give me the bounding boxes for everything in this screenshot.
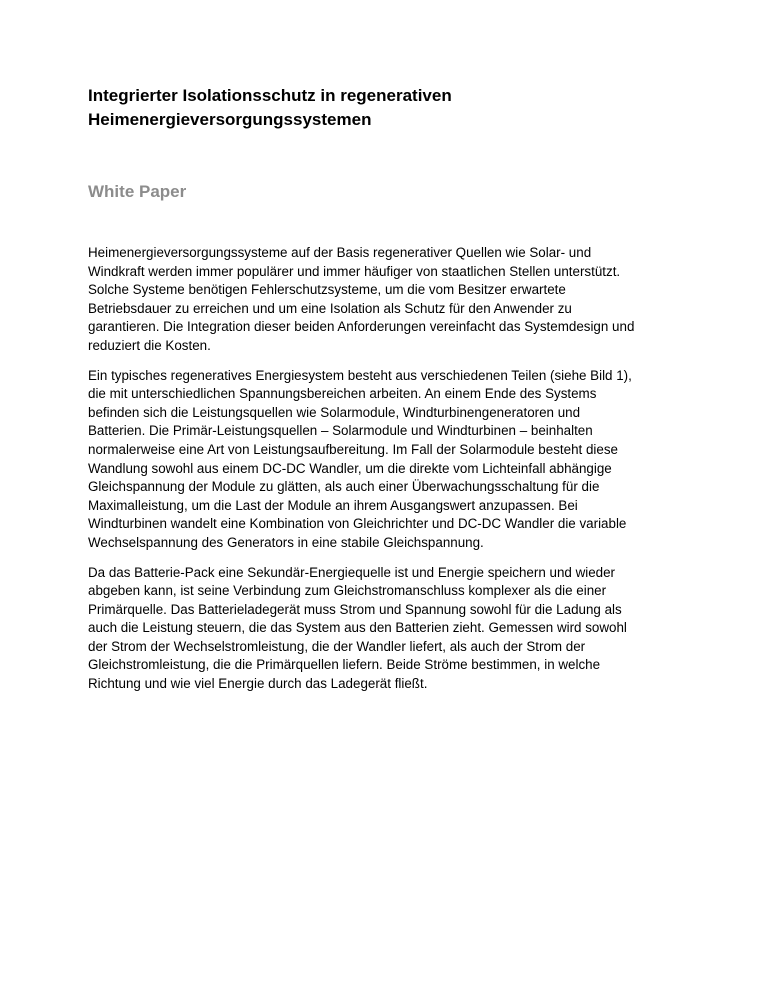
text-line: Batterien. Die Primär-Leistungsquellen – Solarmodule und Windturbinen – beinhalten	[88, 423, 593, 439]
text-line: Heimenergieversorgungssysteme auf der Basis regenerativer Quellen wie Solar- und	[88, 245, 592, 260]
text-line: Wandlung sowohl aus einem DC-DC Wandler, um die direkte vom Lichteinfall abhängige	[88, 460, 612, 476]
document-subtitle: White Paper	[88, 182, 187, 201]
document-page	[88, 84, 688, 705]
document-title	[88, 84, 688, 132]
text-line: Gleichspannung der Module zu glätten, als auch einer Überwachungsschaltung für die	[88, 479, 600, 495]
paragraph-3	[88, 564, 688, 694]
text-line: der Strom der Wechselstromleistung, die der Wandler liefert, als auch der Strom der	[88, 638, 586, 654]
text-line: auch die Leistung steuern, die das System aus den Batterien zieht. Gemessen wird sowohl	[88, 620, 627, 636]
text-line: befinden sich die Leistungsquellen wie Solarmodule, Windturbinengeneratoren und	[88, 404, 581, 420]
text-line: Wechselspannung des Generators in eine stabile Gleichspannung.	[88, 534, 484, 550]
text-line: normalerweise eine Art von Leistungsaufbereitung. Im Fall der Solarmodule besteht diese	[88, 441, 618, 457]
text-line: Maximalleistung, um die Last der Module an ihrem Ausgangswert anzupassen. Bei	[88, 497, 578, 513]
text-line: Ein typisches regeneratives Energiesystem besteht aus verschiedenen Teilen (siehe Bild 1),	[88, 367, 632, 383]
text-line: Da das Batterie-Pack eine Sekundär-Energiequelle ist und Energie speichern und wieder	[88, 564, 616, 580]
paragraph-2	[88, 367, 688, 553]
text-line: reduziert die Kosten.	[88, 337, 211, 353]
text-line: Solche Systeme benötigen Fehlerschutzsysteme, um die vom Besitzer erwartete	[88, 282, 566, 298]
text-line: Windturbinen wandelt eine Kombination von Gleichrichter und DC-DC Wandler die variable	[88, 516, 627, 532]
document-body	[88, 244, 688, 694]
text-line: Gleichstromleistung, die die Primärquellen liefern. Beide Ströme bestimmen, in welche	[88, 657, 601, 673]
text-line: Primärquelle. Das Batterieladegerät muss Strom und Spannung sowohl für die Ladung als	[88, 601, 622, 617]
text-line: Windkraft werden immer populärer und immer häufiger von staatlichen Stellen unterstützt.	[88, 263, 621, 279]
text-line: Betriebsdauer zu erreichen und um eine Isolation als Schutz für den Anwender zu	[88, 300, 572, 316]
paragraph-1	[88, 244, 688, 356]
text-line: die mit unterschiedlichen Spannungsbereichen arbeiten. An einem Ende des Systems	[88, 386, 597, 402]
text-line: garantieren. Die Integration dieser beiden Anforderungen vereinfacht das Systemdesign und	[88, 319, 635, 335]
text-line: Richtung und wie viel Energie durch das Ladegerät fließt.	[88, 676, 428, 692]
title-line: Heimenergieversorgungssystemen	[88, 110, 372, 129]
text-line: abgeben kann, ist seine Verbindung zum Gleichstromanschluss komplexer als die einer	[88, 583, 607, 599]
title-line: Integrierter Isolationsschutz in regenerativen	[88, 86, 452, 105]
